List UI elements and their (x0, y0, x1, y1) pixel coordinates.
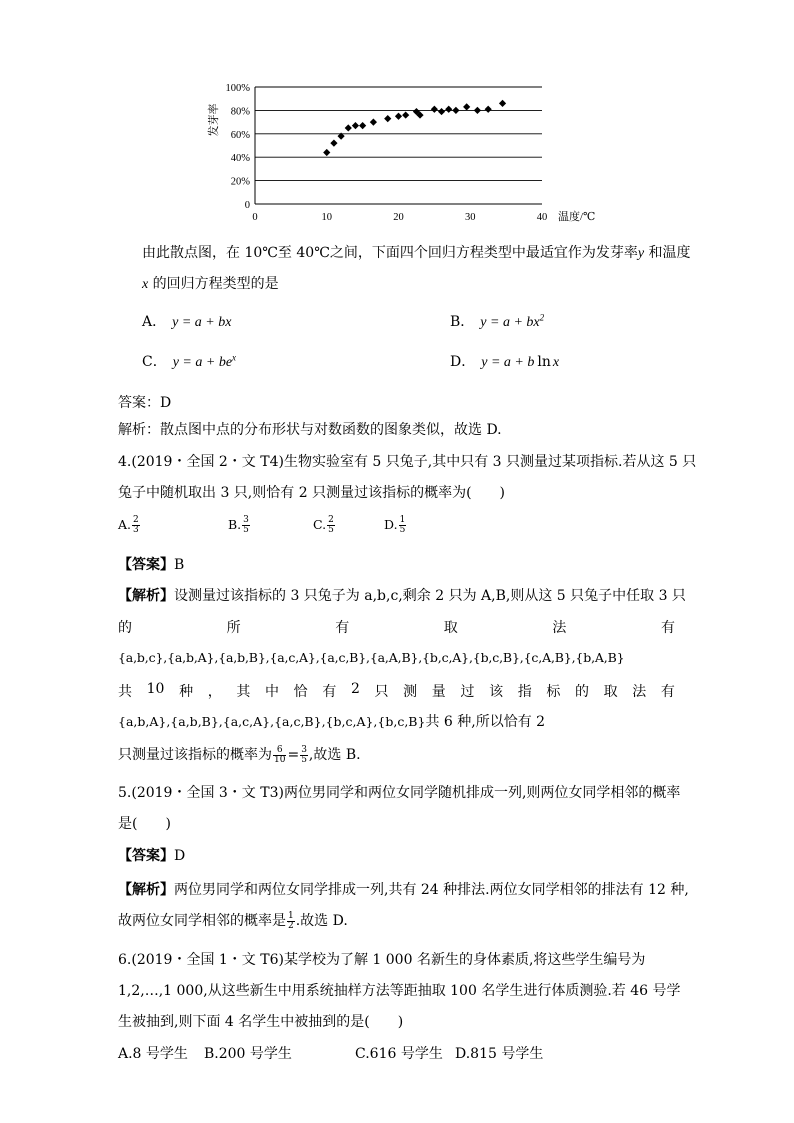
q6-option-b: B.200 号学生 (204, 1046, 292, 1062)
q3-var-x: x (142, 277, 149, 292)
data-point (323, 149, 330, 156)
option-formula: y = a + bx (172, 315, 232, 330)
q4-option-c (313, 516, 336, 535)
analysis-char: 共 (118, 684, 132, 700)
analysis-char: 的 (118, 620, 132, 636)
x-tick-label: 20 (393, 212, 404, 223)
analysis-text: ,故选 B. (308, 747, 361, 763)
q4-analysis-line5 (118, 711, 545, 731)
analysis-sets: {a,b,A},{a,b,B},{a,c,A},{a,c,B},{b,c,A},{b,c,B} (118, 714, 426, 729)
denominator: 5 (243, 525, 249, 535)
y-tick-label: 40% (230, 153, 250, 165)
q3-option-d (450, 351, 559, 371)
x-tick-label: 30 (465, 212, 476, 223)
data-point (474, 107, 481, 114)
analysis-char: 指 (517, 684, 532, 700)
analysis-char: 种 (179, 684, 194, 700)
analysis-char: 标 (546, 684, 561, 700)
q3-option-c (142, 351, 236, 371)
option-label: D. (384, 517, 398, 532)
germination-scatter-chart (195, 78, 645, 228)
data-point (384, 115, 391, 122)
q6-option-a: A.8 号学生 (118, 1046, 188, 1062)
option-formula: y = a + b (481, 355, 535, 370)
chart-axes (255, 87, 542, 204)
data-point (352, 122, 359, 129)
analysis-text: 故两位女同学相邻的概率是 (118, 913, 286, 929)
data-point (438, 108, 445, 115)
option-fraction (327, 516, 335, 535)
y-tick-label: 60% (230, 129, 250, 141)
q4-option-a (118, 516, 141, 535)
q4-stem-line1: 4.(2019・全国 2・文 T4)生物实验室有 5 只兔子,其中只有 3 只测量过某项指标.若从这 5 只 (118, 454, 697, 470)
q5-analysis-line1 (118, 879, 689, 899)
y-tick-label: 80% (230, 106, 250, 118)
q6-stem-line2: 1,2,…,1 000,从这些新生中用系统抽样方法等距抽取 100 名学生进行体质测验.若 46 号学 (118, 983, 681, 999)
q6-stem-line3: 生被抽到,则下面 4 名学生中被抽到的是( ) (118, 1014, 404, 1030)
numerator: 3 (243, 515, 249, 525)
numerator: 1 (288, 910, 294, 921)
data-point (370, 119, 377, 126)
option-label: C. (313, 517, 327, 532)
q5-stem-line2: 是( ) (118, 816, 171, 832)
q4-stem-line2: 兔子中随机取出 3 只,则恰有 2 只测量过该指标的概率为( ) (118, 485, 505, 501)
option-label: A. (118, 517, 132, 532)
option-label: C． (142, 354, 167, 370)
data-point (330, 140, 337, 147)
q5-answer (118, 845, 185, 865)
data-point (359, 122, 366, 129)
q3-var-y: y (637, 246, 645, 261)
option-var-x: x (552, 355, 560, 370)
analysis-char: 所 (226, 620, 241, 636)
data-point (499, 100, 506, 107)
denominator: 10 (274, 754, 286, 765)
analysis-char: 恰 (293, 684, 308, 700)
chart-xlabel: 温度/℃ (558, 211, 596, 223)
option-fraction (242, 516, 250, 535)
data-point (485, 106, 492, 113)
numerator: 2 (133, 515, 139, 525)
analysis-char: 取 (443, 620, 458, 636)
q6-option-c: C.616 号学生 (355, 1046, 443, 1062)
option-label: B． (450, 314, 475, 330)
analysis-char: 2 (350, 681, 360, 697)
q6-stem-line1: 6.(2019・全国 1・文 T6)某学校为了解 1 000 名新生的身体素质,将这些学生编号为 (118, 952, 646, 968)
denominator: 5 (301, 754, 307, 765)
analysis-char: 有 (660, 684, 675, 700)
data-point (445, 106, 452, 113)
q4-answer (118, 554, 184, 574)
analysis-fraction (273, 746, 286, 765)
denominator: 5 (328, 525, 334, 535)
q3-stem-line1 (142, 242, 691, 262)
analysis-char: 只 (374, 684, 389, 700)
analysis-char: 过 (460, 684, 475, 700)
option-label: A． (142, 314, 167, 330)
option-label: D． (450, 354, 476, 370)
answer-value: B (174, 557, 185, 573)
option-fraction (132, 516, 140, 535)
chart-gridlines (255, 87, 542, 181)
numerator: 1 (399, 515, 406, 525)
q4-analysis-line2 (118, 617, 675, 637)
analysis-text: 设测量过该指标的 3 只兔子为 a,b,c,剩余 2 只为 A,B,则从这 5 只兔子中任取 3 只 (174, 588, 686, 604)
option-fraction (399, 516, 407, 535)
q5-stem-line1: 5.(2019・全国 3・文 T3)两位男同学和两位女同学随机排成一列,则两位女同学相邻的概率 (118, 785, 681, 801)
data-point (431, 106, 438, 113)
analysis-char: 的 (575, 684, 589, 700)
data-point (395, 113, 402, 120)
option-ln: ln (537, 354, 551, 370)
q4-analysis-line4 (118, 681, 675, 701)
analysis-char: 中 (265, 684, 280, 700)
q3-stem-text: 由此散点图，在 10℃至 40℃之间，下面四个回归方程类型中最适宜作为发芽率 (142, 245, 638, 261)
analysis-text: 两位男同学和两位女同学排成一列,共有 24 种排法.两位女同学相邻的排法有 12 种, (174, 882, 689, 898)
analysis-char: 其 (236, 684, 251, 700)
numerator: 3 (301, 744, 307, 755)
q3-analysis: 解析：散点图中点的分布形状与对数函数的图象类似，故选 D. (118, 422, 502, 438)
q4-option-b (228, 516, 251, 535)
x-tick-label: 0 (252, 212, 258, 223)
option-exponent: x (232, 352, 237, 363)
data-point (452, 107, 459, 114)
option-exponent: 2 (539, 312, 545, 323)
q3-option-a (142, 311, 231, 331)
analysis-tag: 【解析】 (118, 882, 174, 898)
q4-analysis-line1 (118, 585, 686, 605)
chart-tick-labels (226, 83, 548, 223)
analysis-char: 测 (403, 684, 418, 700)
denominator: 3 (133, 525, 139, 535)
numerator: 2 (328, 515, 334, 525)
q4-analysis-line6 (118, 744, 361, 765)
y-tick-label: 20% (230, 176, 250, 188)
data-point (402, 111, 409, 118)
analysis-tag: 【解析】 (118, 588, 174, 604)
option-formula: y = a + be (172, 355, 233, 370)
q3-stem-text-3: 的回归方程类型的是 (148, 276, 279, 292)
analysis-fraction (300, 746, 308, 765)
x-tick-label: 10 (321, 212, 332, 223)
x-tick-label: 40 (536, 212, 548, 223)
analysis-char: 法 (552, 620, 567, 636)
analysis-char: 取 (603, 684, 618, 700)
analysis-text: 只测量过该指标的概率为 (118, 747, 272, 763)
numerator: 6 (273, 746, 286, 756)
option-formula: y = a + bx (480, 315, 540, 330)
analysis-char: 10 (146, 681, 165, 697)
answer-value: D (174, 848, 186, 864)
analysis-char: 量 (431, 684, 446, 700)
chart-ylabel: 发芽率 (208, 103, 220, 137)
analysis-text: 共 6 种,所以恰有 2 (425, 714, 546, 730)
data-point (345, 124, 352, 131)
q5-analysis-line2 (118, 910, 348, 931)
analysis-char: 法 (632, 684, 647, 700)
analysis-fraction (287, 912, 295, 931)
chart-points (323, 100, 506, 156)
analysis-char: 有 (322, 684, 337, 700)
answer-tag: 【答案】 (118, 557, 174, 573)
y-tick-label: 0 (244, 200, 250, 211)
analysis-text: .故选 D. (295, 913, 348, 929)
q3-option-b (450, 311, 544, 331)
q3-stem-line2 (142, 273, 279, 293)
equals-sign: = (287, 747, 300, 763)
analysis-char: 有 (660, 620, 675, 636)
q6-option-d: D.815 号学生 (455, 1046, 544, 1062)
q4-analysis-line3: {a,b,c},{a,b,A},{a,b,B},{a,c,A},{a,c,B},{a,A,B},{b,c,A},{b,c,B},{c,A,B},{b,A,B} (118, 650, 625, 665)
option-label: B. (228, 517, 242, 532)
y-tick-label: 100% (225, 83, 250, 94)
q3-answer: 答案：D (118, 395, 172, 411)
analysis-char: 有 (335, 620, 350, 636)
answer-tag: 【答案】 (118, 848, 174, 864)
q4-option-d (384, 516, 407, 535)
denominator: 5 (399, 525, 406, 535)
analysis-char: ， (207, 684, 222, 700)
data-point (463, 103, 470, 110)
analysis-char: 该 (489, 684, 504, 700)
denominator: 2 (288, 920, 294, 931)
q3-stem-text-2: 和温度 (644, 245, 691, 261)
